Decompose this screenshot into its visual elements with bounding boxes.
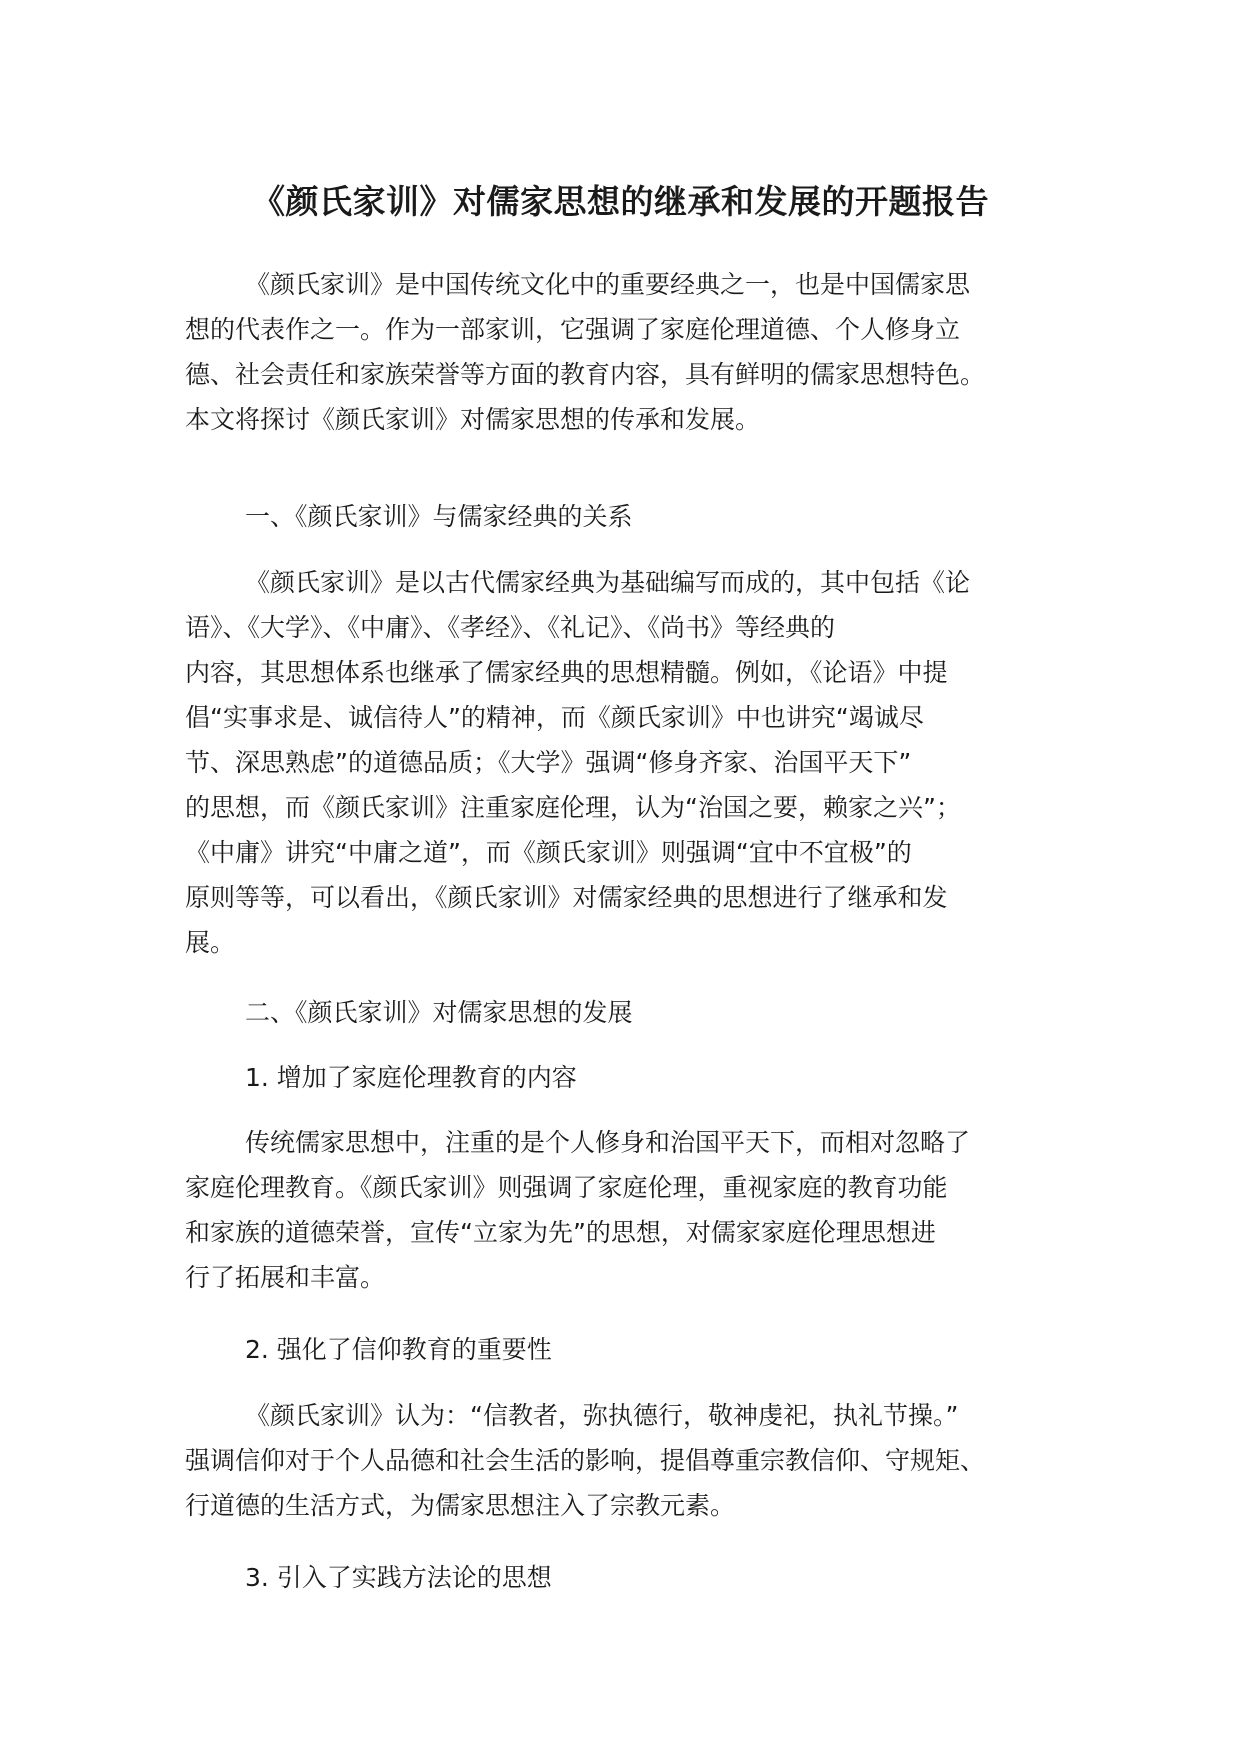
paragraph-line: 《中庸》讲究“中庸之道”，而《颜氏家训》则强调“宜中不宜极”的: [185, 838, 912, 867]
paragraph-line: 《颜氏家训》认为：“信教者，弥执德行，敬神虔祀，执礼节操。”: [245, 1401, 959, 1430]
paragraph-line: 德、社会责任和家族荣誉等方面的教育内容，具有鲜明的儒家思想特色。: [185, 360, 986, 389]
paragraph-line: 语》、《大学》、《中庸》、《孝经》、《礼记》、《尚书》等经典的: [185, 613, 836, 642]
paragraph-line: 传统儒家思想中，注重的是个人修身和治国平天下，而相对忽略了: [245, 1128, 971, 1157]
paragraph-line: 想的代表作之一。作为一部家训，它强调了家庭伦理道德、个人修身立: [185, 315, 961, 344]
paragraph-line: 的思想，而《颜氏家训》注重家庭伦理，认为“治国之要，赖家之兴”；: [185, 793, 961, 822]
paragraph-line: 展。: [185, 928, 236, 957]
section-heading-1: 一、《颜氏家训》与儒家经典的关系: [245, 502, 633, 531]
paragraph-line: 倡“实事求是、诚信待人”的精神，而《颜氏家训》中也讲究“竭诚尽: [185, 703, 924, 732]
paragraph-line: 节、深思熟虑”的道德品质；《大学》强调“修身齐家、治国平天下”: [185, 748, 912, 777]
paragraph-line: 和家族的道德荣誉，宣传“立家为先”的思想，对儒家家庭伦理思想进: [185, 1218, 936, 1247]
subsection-heading-3: 3. 引入了实践方法论的思想: [245, 1563, 552, 1592]
paragraph-line: 行道德的生活方式，为儒家思想注入了宗教元素。: [185, 1491, 736, 1520]
section1-paragraph: [185, 560, 1070, 965]
subsection2-paragraph: [185, 1393, 1070, 1528]
paragraph-line: 内容，其思想体系也继承了儒家经典的思想精髓。例如，《论语》中提: [185, 658, 948, 687]
paragraph-line: 行了拓展和丰富。: [185, 1263, 386, 1292]
intro-paragraph: [185, 262, 1070, 442]
paragraph-line: 《颜氏家训》是中国传统文化中的重要经典之一，也是中国儒家思: [245, 270, 971, 299]
paragraph-line: 《颜氏家训》是以古代儒家经典为基础编写而成的，其中包括《论: [245, 568, 971, 597]
document-title: 《颜氏家训》对儒家思想的继承和发展的开题报告: [252, 182, 989, 221]
section-heading-2: 二、《颜氏家训》对儒家思想的发展: [245, 998, 633, 1027]
subsection1-paragraph: [185, 1120, 1070, 1300]
paragraph-line: 家庭伦理教育。《颜氏家训》则强调了家庭伦理，重视家庭的教育功能: [185, 1173, 948, 1202]
paragraph-line: 原则等等，可以看出，《颜氏家训》对儒家经典的思想进行了继承和发: [185, 883, 948, 912]
paragraph-line: 强调信仰对于个人品德和社会生活的影响，提倡尊重宗教信仰、守规矩、: [185, 1446, 986, 1475]
subsection-heading-1: 1. 增加了家庭伦理教育的内容: [245, 1063, 577, 1092]
subsection-heading-2: 2. 强化了信仰教育的重要性: [245, 1335, 552, 1364]
paragraph-line: 本文将探讨《颜氏家训》对儒家思想的传承和发展。: [185, 405, 761, 434]
